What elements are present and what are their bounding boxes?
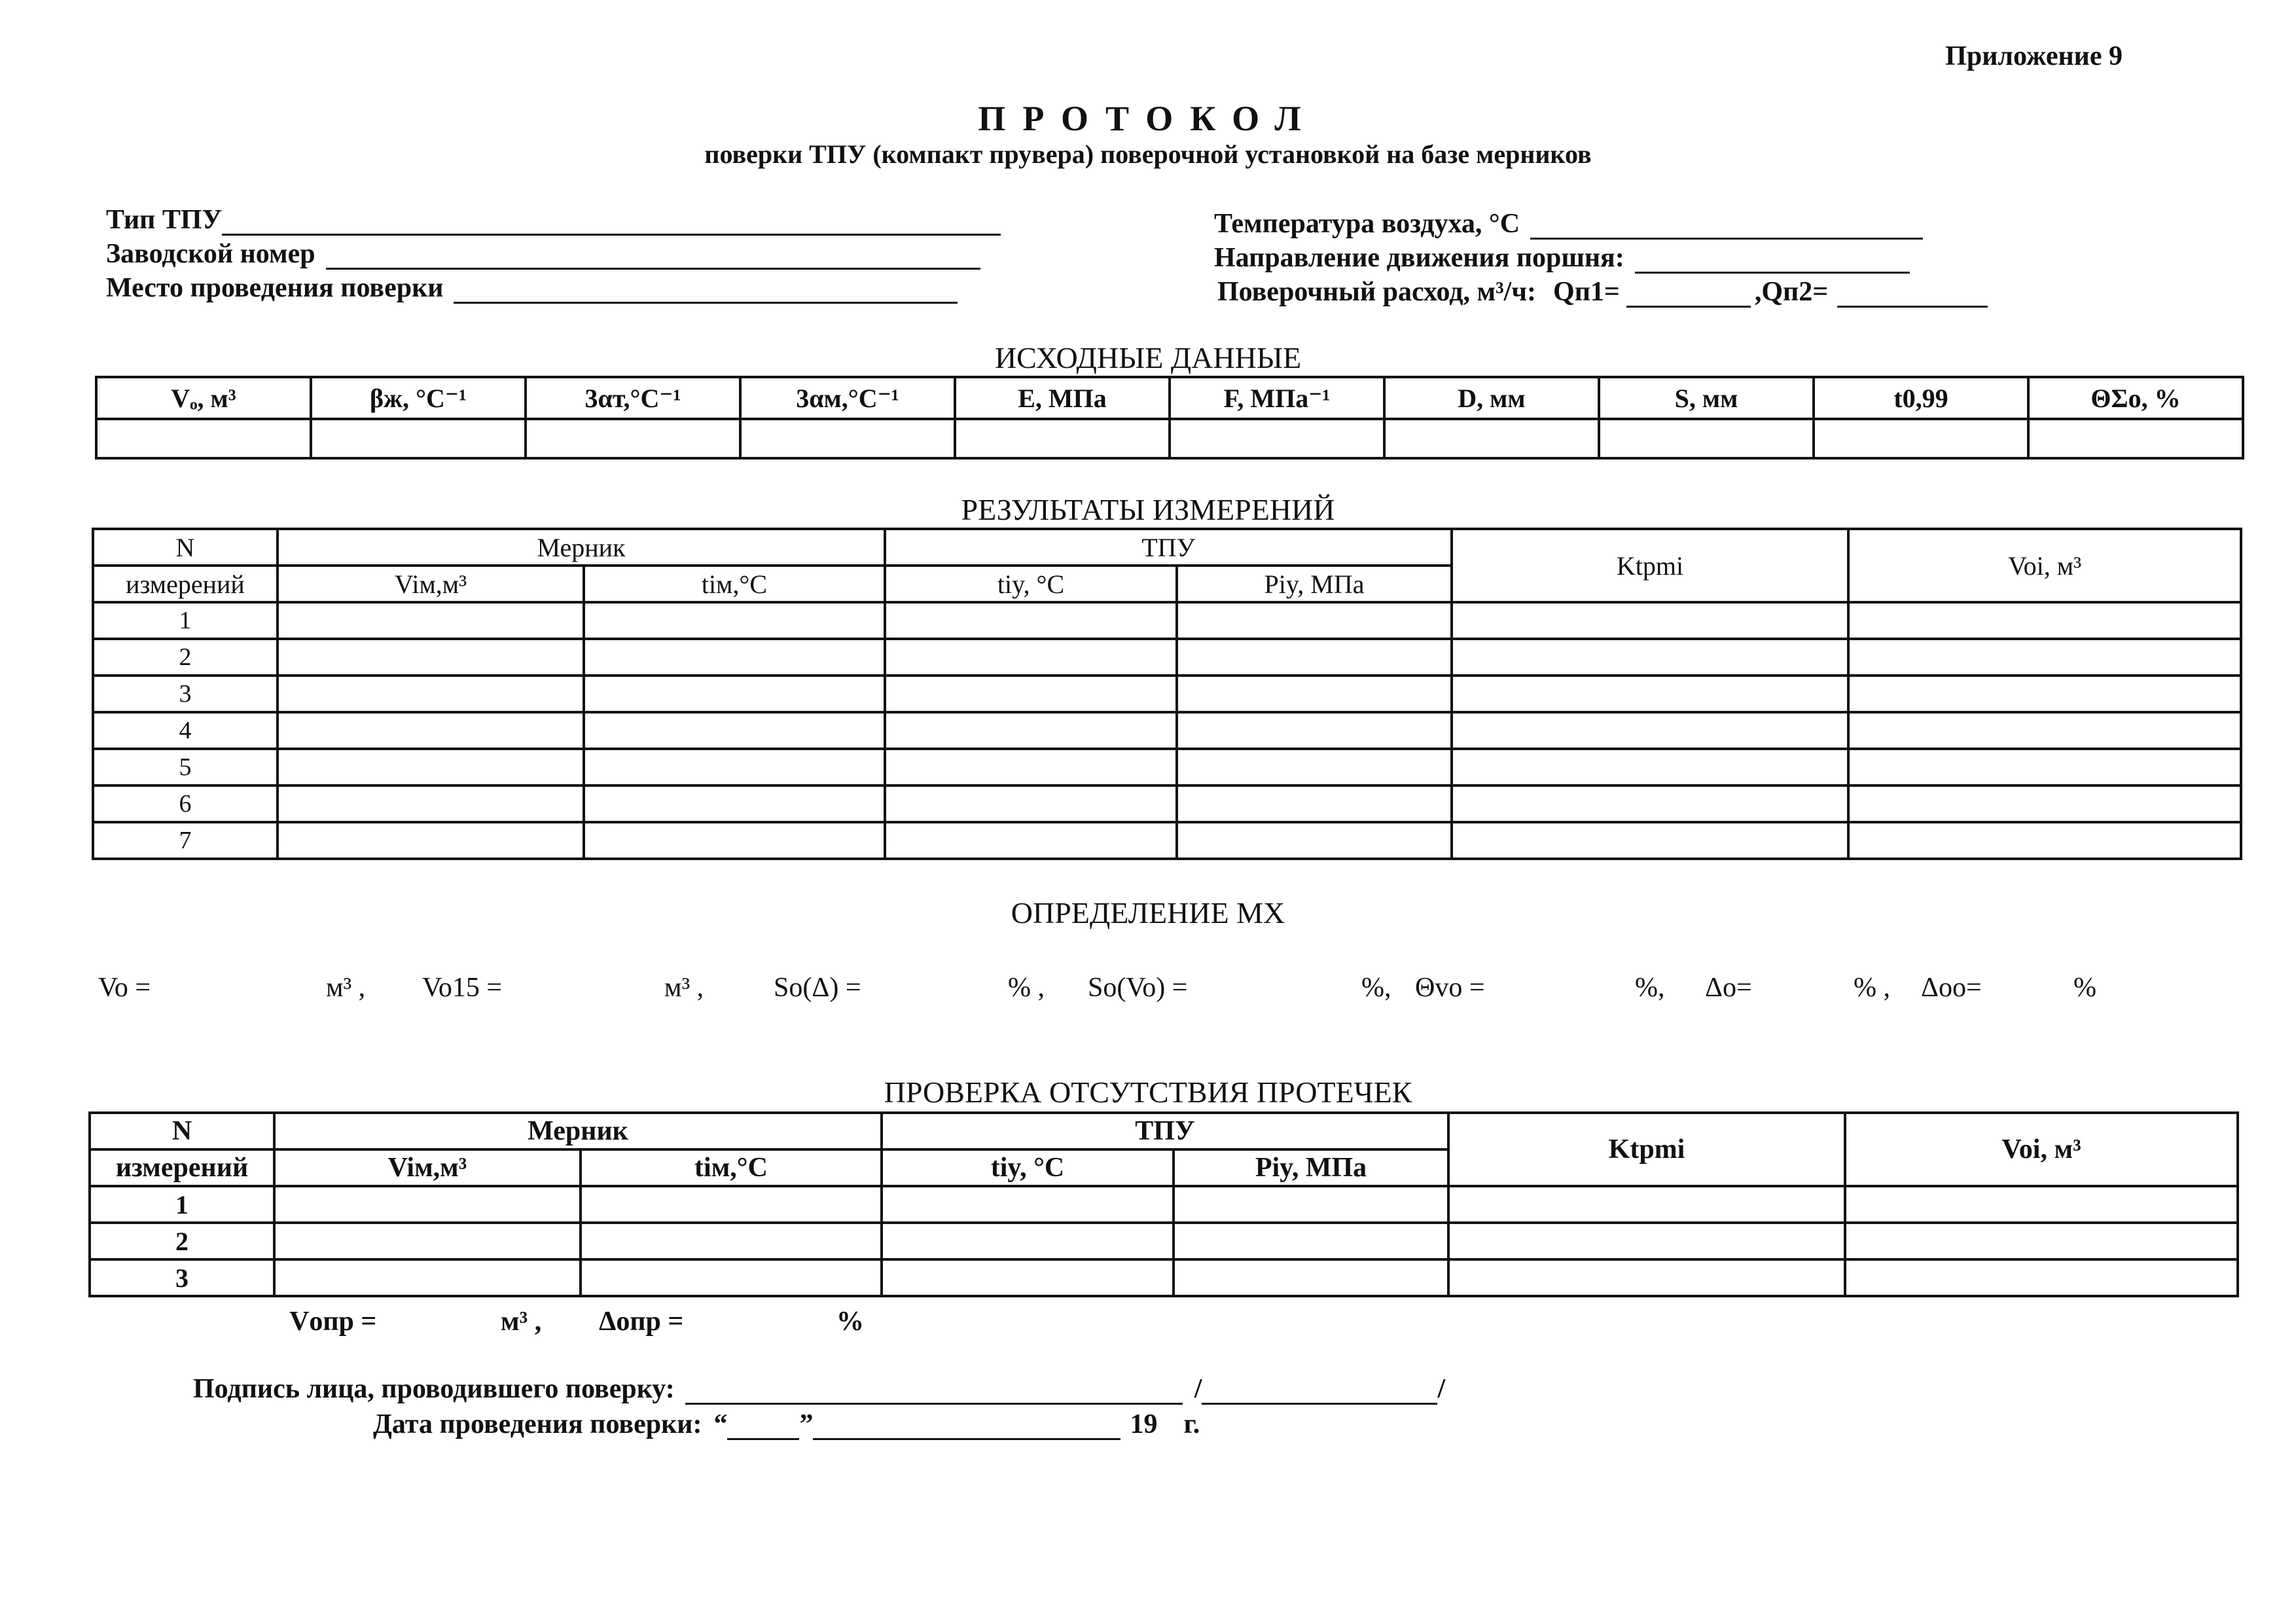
row-number: 3 — [93, 676, 278, 712]
table-row[interactable] — [90, 1259, 2238, 1296]
mx-s-vo: So(Vo) = — [1088, 973, 1188, 1003]
cell[interactable] — [278, 749, 584, 785]
leak-v-unit: м³ , — [501, 1307, 542, 1337]
row-number: 5 — [93, 749, 278, 785]
cell[interactable] — [882, 1223, 1174, 1259]
section-mx: ОПРЕДЕЛЕНИЕ МХ — [1011, 896, 1285, 929]
cell[interactable] — [584, 602, 885, 639]
cell[interactable] — [274, 1259, 581, 1296]
cell[interactable] — [1177, 676, 1452, 712]
source-col-header: E, МПа — [955, 377, 1170, 419]
source-header-row — [96, 377, 2243, 419]
row-number: 4 — [93, 712, 278, 749]
cell[interactable] — [1452, 785, 1848, 822]
row-number: 7 — [93, 822, 278, 859]
cell[interactable] — [1177, 822, 1452, 859]
cell[interactable] — [1448, 1186, 1845, 1223]
row-number: 2 — [93, 639, 278, 676]
cell[interactable] — [1177, 785, 1452, 822]
serial-number-line[interactable] — [326, 243, 980, 270]
cell[interactable] — [1848, 676, 2241, 712]
source-col-header: 3αт,°С⁻¹ — [526, 377, 740, 419]
mx-delta-oo: Δoo= — [1921, 973, 1982, 1003]
cell[interactable] — [274, 1186, 581, 1223]
table-row[interactable] — [93, 602, 2241, 639]
table-row[interactable] — [93, 676, 2241, 712]
meas-vim-header: Viм,м³ — [278, 566, 584, 602]
cell[interactable] — [885, 712, 1177, 749]
cell[interactable] — [1848, 639, 2241, 676]
source-col-header: D, мм — [1384, 377, 1599, 419]
leak-v-opr: Vопр = — [289, 1307, 377, 1337]
mx-s-delta: So(Δ) = — [774, 973, 861, 1003]
document-subtitle: поверки ТПУ (компакт прувера) поверочной установкой на базе мерников — [704, 139, 1592, 169]
cell[interactable] — [1848, 785, 2241, 822]
table-row[interactable] — [93, 712, 2241, 749]
mx-vo15: Vo15 = — [422, 973, 503, 1003]
source-col-header: 3αм,°С⁻¹ — [740, 377, 955, 419]
cell[interactable] — [584, 676, 885, 712]
q2-line[interactable] — [1837, 281, 1988, 308]
cell[interactable] — [1177, 712, 1452, 749]
air-temp-field[interactable] — [1214, 208, 1923, 240]
signature-line[interactable] — [685, 1378, 1183, 1405]
row-number: 3 — [90, 1259, 274, 1296]
cell[interactable] — [584, 822, 885, 859]
cell[interactable] — [584, 712, 885, 749]
meas-tiy-header: tiy, °С — [885, 566, 1177, 602]
location-field[interactable] — [106, 272, 958, 304]
cell[interactable] — [278, 639, 584, 676]
cell[interactable] — [1174, 1223, 1448, 1259]
cell[interactable] — [1845, 1186, 2238, 1223]
meas-piy-header: Piy, МПа — [1177, 566, 1452, 602]
meas-tim-header: tiм,°С — [584, 566, 885, 602]
date-month-line[interactable] — [813, 1413, 1121, 1440]
section-measurements: РЕЗУЛЬТАТЫ ИЗМЕРЕНИЙ — [961, 493, 1335, 526]
cell[interactable] — [581, 1223, 882, 1259]
cell[interactable] — [885, 749, 1177, 785]
cell[interactable] — [584, 785, 885, 822]
meas-mernik-header: Мерник — [278, 529, 885, 566]
table-row[interactable] — [93, 639, 2241, 676]
source-col-header: ΘΣo, % — [2028, 377, 2243, 419]
source-col-header: F, МПа⁻¹ — [1170, 377, 1384, 419]
source-cell[interactable] — [1384, 419, 1599, 458]
cell[interactable] — [1448, 1223, 1845, 1259]
cell[interactable] — [1452, 602, 1848, 639]
mx-theta-unit: %, — [1635, 973, 1665, 1003]
quote-close: ” — [799, 1409, 814, 1439]
row-number: 1 — [90, 1186, 274, 1223]
cell[interactable] — [1452, 822, 1848, 859]
cell[interactable] — [1845, 1259, 2238, 1296]
signature-row[interactable] — [193, 1373, 1445, 1405]
cell[interactable] — [1177, 639, 1452, 676]
cell[interactable] — [584, 639, 885, 676]
date-day-line[interactable] — [727, 1413, 799, 1440]
cell[interactable] — [278, 712, 584, 749]
mx-s-delta-unit: % , — [1008, 973, 1045, 1003]
section-leak-check: ПРОВЕРКА ОТСУТСТВИЯ ПРОТЕЧЕК — [884, 1075, 1412, 1109]
signature-label: Подпись лица, проводившего поверку: — [193, 1374, 675, 1404]
source-cell[interactable] — [2028, 419, 2243, 458]
cell[interactable] — [278, 785, 584, 822]
cell[interactable] — [1448, 1259, 1845, 1296]
table-row[interactable] — [90, 1223, 2238, 1259]
cell[interactable] — [1452, 749, 1848, 785]
leak-tiy-header: tiy, °С — [882, 1149, 1174, 1186]
mx-delta-oo-unit: % — [2073, 973, 2096, 1003]
flow-rate-label: Поверочный расход, м³/ч: — [1217, 277, 1537, 307]
source-col-header: Vₒ, м³ — [96, 377, 311, 419]
cell[interactable] — [885, 602, 1177, 639]
source-cell[interactable] — [1599, 419, 1814, 458]
q1-line[interactable] — [1626, 281, 1751, 308]
source-data-table — [95, 376, 2244, 460]
slash: / — [1194, 1374, 1202, 1404]
row-number: 6 — [93, 785, 278, 822]
mx-vo-unit: м³ , — [326, 973, 366, 1003]
leak-ktpmi-header: Ktpmi — [1448, 1113, 1845, 1186]
source-col-header: βж, °С⁻¹ — [311, 377, 526, 419]
table-row[interactable] — [93, 785, 2241, 822]
signature-name-line[interactable] — [1202, 1378, 1437, 1405]
piston-direction-label: Направление движения поршня: — [1214, 243, 1624, 273]
source-cell[interactable] — [1170, 419, 1384, 458]
mx-s-vo-unit: %, — [1361, 973, 1391, 1003]
source-cell[interactable] — [1814, 419, 2028, 458]
serial-number-label: Заводской номер — [106, 239, 315, 269]
mx-delta-o: Δo= — [1705, 973, 1752, 1003]
cell[interactable] — [278, 822, 584, 859]
source-cell[interactable] — [96, 419, 311, 458]
cell[interactable] — [882, 1259, 1174, 1296]
source-col-header: t0,99 — [1814, 377, 2028, 419]
table-row[interactable] — [90, 1186, 2238, 1223]
leak-vim-header: Viм,м³ — [274, 1149, 581, 1186]
q1-label: Qп1= — [1553, 277, 1620, 307]
piston-direction-line[interactable] — [1635, 247, 1910, 274]
leak-check-table — [88, 1111, 2239, 1297]
meas-n-sub-header: измерений — [93, 566, 278, 602]
source-value-row[interactable] — [96, 419, 2243, 458]
leak-d-opr: Δопр = — [599, 1307, 684, 1337]
cell[interactable] — [278, 602, 584, 639]
cell[interactable] — [274, 1223, 581, 1259]
cell[interactable] — [885, 676, 1177, 712]
leak-n-header: N — [90, 1113, 274, 1149]
location-line[interactable] — [454, 277, 958, 304]
cell[interactable] — [1174, 1259, 1448, 1296]
cell[interactable] — [1848, 822, 2241, 859]
leak-d-unit: % — [836, 1307, 864, 1337]
cell[interactable] — [1452, 639, 1848, 676]
meas-n-header: N — [93, 529, 278, 566]
q2-label: Qп2= — [1761, 277, 1829, 307]
air-temp-line[interactable] — [1530, 213, 1923, 240]
leak-tpu-header: ТПУ — [882, 1113, 1448, 1149]
date-row[interactable] — [373, 1409, 1200, 1440]
section-source-data: ИСХОДНЫЕ ДАННЫЕ — [994, 341, 1302, 374]
appendix-label: Приложение 9 — [1945, 41, 2123, 71]
tpu-type-line[interactable] — [222, 209, 1001, 236]
tpu-type-label: Тип ТПУ — [106, 205, 223, 235]
meas-header-row-1 — [93, 529, 2241, 566]
location-label: Место проведения поверки — [106, 273, 444, 303]
serial-number-field[interactable] — [106, 238, 980, 270]
leak-tim-header: tiм,°С — [581, 1149, 882, 1186]
cell[interactable] — [885, 822, 1177, 859]
cell[interactable] — [581, 1259, 882, 1296]
row-number: 2 — [90, 1223, 274, 1259]
table-row[interactable] — [93, 749, 2241, 785]
leak-piy-header: Piy, МПа — [1174, 1149, 1448, 1186]
row-number: 1 — [93, 602, 278, 639]
leak-mernik-header: Мерник — [274, 1113, 882, 1149]
source-cell[interactable] — [311, 419, 526, 458]
cell[interactable] — [1174, 1186, 1448, 1223]
measurement-table — [92, 528, 2242, 860]
cell[interactable] — [1848, 602, 2241, 639]
slash: / — [1437, 1374, 1446, 1404]
cell[interactable] — [1848, 712, 2241, 749]
mx-theta: Θvo = — [1415, 973, 1485, 1003]
mx-vo: Vo = — [98, 973, 151, 1003]
mx-vo15-unit: м³ , — [664, 973, 704, 1003]
cell[interactable] — [1452, 676, 1848, 712]
leak-header-row-1 — [90, 1113, 2238, 1149]
cell[interactable] — [1845, 1223, 2238, 1259]
meas-voi-header: Voi, м³ — [1848, 529, 2241, 602]
cell[interactable] — [584, 749, 885, 785]
date-year: 19 — [1130, 1409, 1158, 1439]
flow-rate-field[interactable]: Поверочный расход, м³/ч: Qп1= , Qп2= — [1217, 276, 1988, 308]
cell[interactable] — [1177, 749, 1452, 785]
cell[interactable] — [1848, 749, 2241, 785]
quote-open: “ — [713, 1409, 728, 1439]
cell[interactable] — [882, 1186, 1174, 1223]
document-title: ПРОТОКОЛ — [978, 99, 1318, 138]
tpu-type-field[interactable] — [106, 204, 1001, 236]
cell[interactable] — [885, 639, 1177, 676]
mx-delta-o-unit: % , — [1854, 973, 1890, 1003]
table-row[interactable] — [93, 822, 2241, 859]
date-year-suffix: г. — [1183, 1409, 1200, 1439]
source-cell[interactable] — [740, 419, 955, 458]
cell[interactable] — [1452, 712, 1848, 749]
piston-direction-field[interactable] — [1214, 242, 1910, 274]
cell[interactable] — [885, 785, 1177, 822]
date-label: Дата проведения поверки: — [373, 1409, 702, 1439]
meas-ktpmi-header: Ktpmi — [1452, 529, 1848, 602]
source-col-header: S, мм — [1599, 377, 1814, 419]
source-cell[interactable] — [955, 419, 1170, 458]
leak-voi-header: Voi, м³ — [1845, 1113, 2238, 1186]
air-temp-label: Температура воздуха, °С — [1214, 209, 1520, 239]
source-cell[interactable] — [526, 419, 740, 458]
cell[interactable] — [581, 1186, 882, 1223]
leak-n-sub-header: измерений — [90, 1149, 274, 1186]
meas-tpu-header: ТПУ — [885, 529, 1452, 566]
cell[interactable] — [1177, 602, 1452, 639]
cell[interactable] — [278, 676, 584, 712]
